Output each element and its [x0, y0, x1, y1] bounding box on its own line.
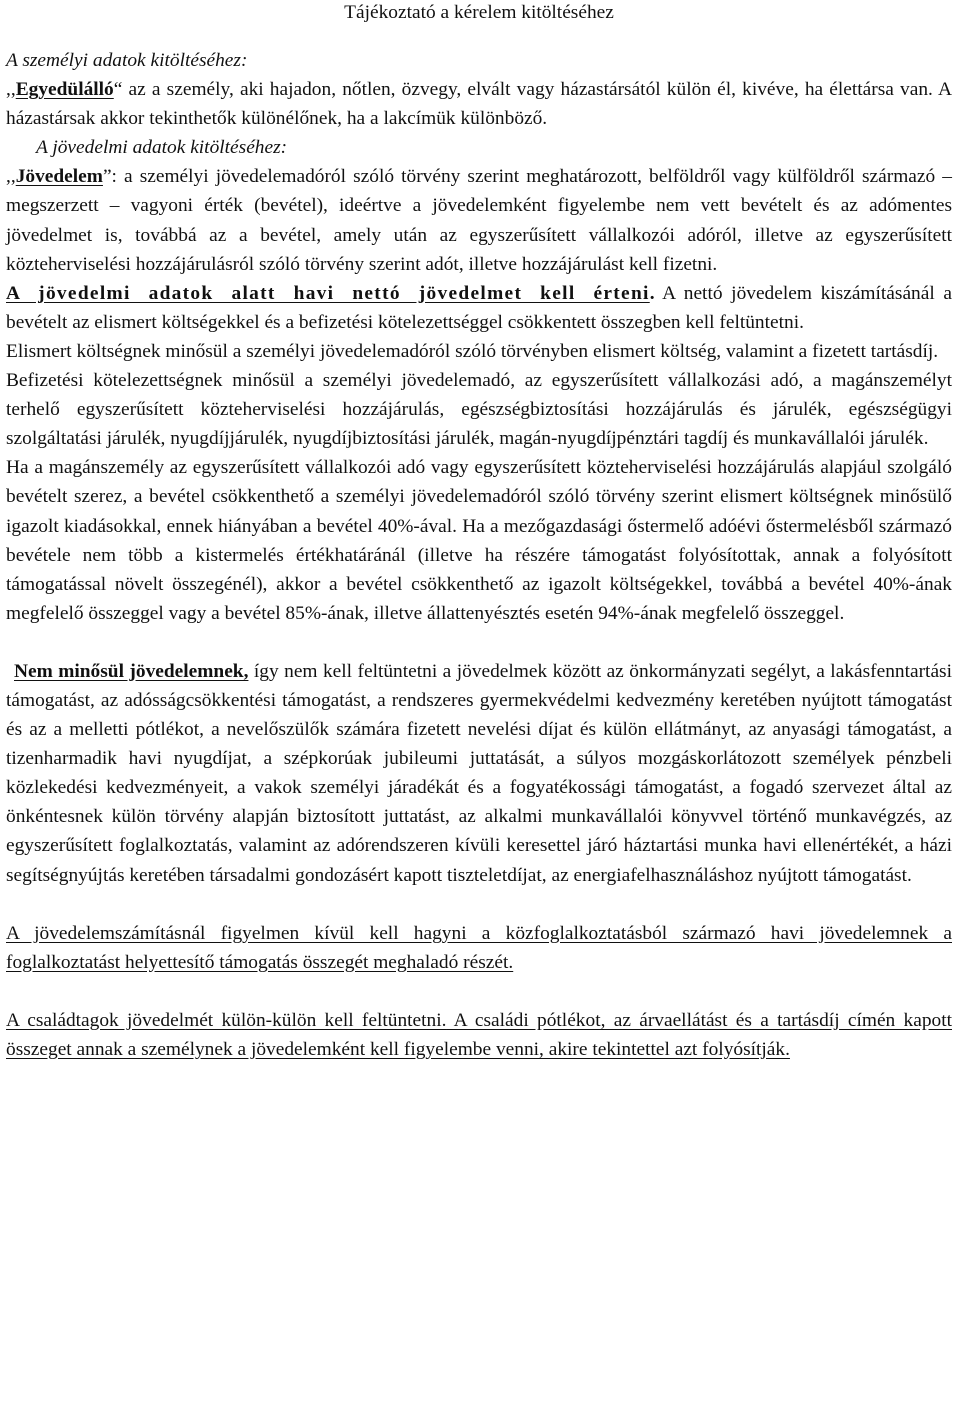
- family-members-paragraph: [6, 1006, 952, 1064]
- quote-close: “: [113, 79, 123, 101]
- payment-obligation-paragraph: Befizetési kötelezettségnek minősül a személyi jövedelemadó, az egyszerűsített vállalkozási adó, a magánszemélyt terhelő egyszerűsített közteherviselési hozzájárulás, egészségbiztosítási hozzájárulás és járulék, egészségügyi szolgáltatási járulék, nyugdíjjárulék, nyugdíjbiztosítási járulék, magán-nyugdíjpénztári tagdíj és munkavállalói járulék.: [6, 370, 952, 450]
- term-income: Jövedelem: [15, 166, 103, 188]
- family-text: A családi pótlékot, az árvaellátást és a tartásdíj címén kapott összeget annak a személynek a jövedelemként kell figyelembe venni, akire tekintettel azt folyósítják.: [6, 1009, 952, 1060]
- non-income-emphasis: Nem minősül jövedelemnek,: [14, 660, 249, 682]
- recognized-cost-paragraph: Elismert költségnek minősül a személyi jövedelemadóról szóló törvényben elismert költség, valamint a fizetett tartásdíj.: [6, 340, 939, 362]
- quote-close: ”: [102, 166, 112, 188]
- information-document: [6, 0, 952, 1064]
- quote-open: ,,: [6, 79, 16, 101]
- quote-open: ,,: [6, 166, 16, 188]
- simplified-tax-paragraph: Ha a magánszemély az egyszerűsített vállalkozói adó vagy egyszerűsített közteherviselési hozzájárulás alapjául szolgáló bevételt szerez, a bevétel csökkenthető a személyi jövedelemadóról szóló törvény szerint elismert költségnek minősülő igazolt kiadásokkal, ennek hiányában a bevétel 40%-ával. Ha a mezőgazdasági őstermelő adóévi őstermelésből származó bevétele nem több a kistermelés értékhatáránál (illetve ha részére támogatást folyósítottak, annak a folyósított támogatással növelt összegénél), akkor a bevétel csökkenthető az igazolt költségekkel, továbbá a bevétel 40%-ának megfelelő összeggel vagy a bevétel 85%-ának, illetve állattenyésztés esetén 94%-ának megfelelő összeggel.: [6, 457, 952, 624]
- income-data-heading: A jövedelmi adatok kitöltéséhez:: [36, 137, 288, 159]
- family-underlined-text: A családtagok jövedelmét külön-külön kell feltüntetni.: [6, 1009, 447, 1031]
- income-definition-text: : a személyi jövedelemadóról szóló törvény szerint meghatározott, belföldről vagy külföldről származó – megszerzett – vagyoni érték (bevétel), ideértve a jövedelemként figyelembe nem vett bevételt és az adómentes jövedelmet is, továbbá az a bevétel, amely után az egyszerűsített vállalkozói adóról, illetve az egyszerűsített közteherviselési hozzájárulásról szóló törvény szerint adót, illetve hozzájárulást kell fizetni.: [6, 166, 952, 275]
- non-income-paragraph: [6, 657, 952, 890]
- net-income-text: A nettó jövedelem kiszámításánál a bevételt az elismert költségekkel és a befizetési kötelezettséggel csökkentett összegben kell feltüntetni.: [6, 282, 952, 333]
- non-income-text: így nem kell feltüntetni a jövedelmek között az önkormányzati segélyt, a lakásfenntartási támogatást, az adósságcsökkentési támogatást, a rendszeres gyermekvédelmi kedvezmény keretében nyújtott támogatást és az a melletti pótlékot, a nevelőszülők számára fizetett nevelési díjat és külön ellátmányt, az anyasági támogatást, a tizenharmadik havi nyugdíjat, a szépkorúak jubileumi juttatását, a súlyos mozgáskorlátozott személyek pénzbeli közlekedési kedvezményeit, a vakok személyi járadékát és a fogyatékossági támogatást, a fogadó szervezet által az önkéntesnek külön törvény alapján biztosított juttatást, az alkalmi munkavállalói könyvvel történő munkavégzés, az egyszerűsített foglalkoztatás, valamint az adórendszeren kívüli keresettel járó háztartási munka havi ellenértékét, a házi segítségnyújtás keretében társadalmi gondozásért kapott tiszteletdíjat, az energiafelhasználáshoz nyújtott támogatást.: [6, 660, 952, 886]
- net-income-emphasis: A jövedelmi adatok alatt havi nettó jövedelmet kell érteni: [6, 282, 650, 304]
- income-definition: [6, 162, 952, 278]
- net-income-period: .: [649, 282, 655, 304]
- term-single: Egyedülálló: [15, 79, 114, 101]
- single-person-definition: [6, 75, 952, 133]
- net-income-rule: [6, 279, 952, 337]
- document-title: Tájékoztató a kérelem kitöltéséhez: [344, 2, 614, 23]
- public-work-paragraph: A jövedelemszámításnál figyelmen kívül kell hagyni a közfoglalkoztatásból származó havi jövedelemnek a foglalkoztatást helyettesítő támogatás összegét meghaladó részét.: [6, 922, 952, 973]
- single-definition-text: az a személy, aki hajadon, nőtlen, özvegy, elvált vagy házastársától külön él, kivéve, ha élettársa van. A házastársak akkor tekinthetők különélőnek, ha a lakcímük különböző.: [6, 79, 952, 130]
- personal-data-heading: A személyi adatok kitöltéséhez:: [6, 50, 248, 71]
